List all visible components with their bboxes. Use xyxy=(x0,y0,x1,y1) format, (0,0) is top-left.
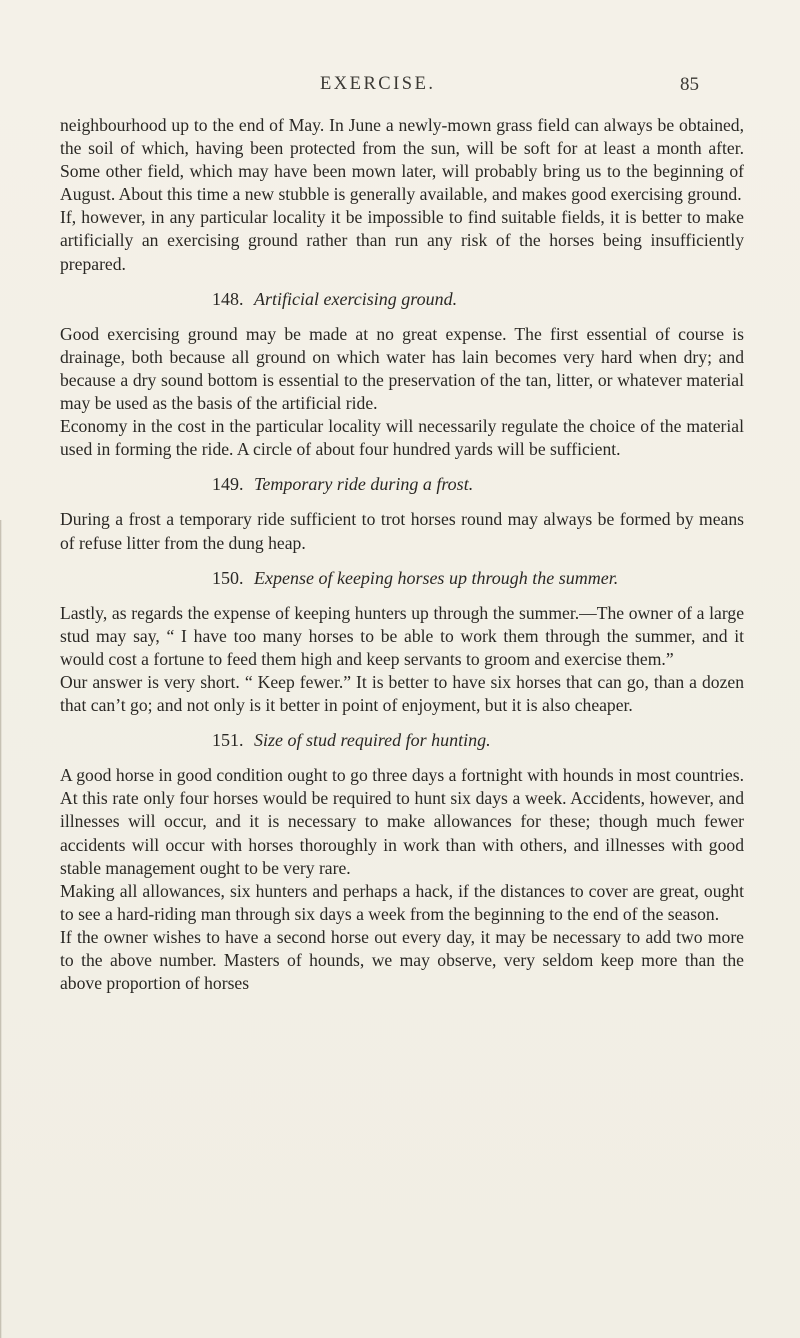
section-number: 150. xyxy=(212,567,244,588)
paragraph: If, however, in any particular locality it be impossible to find suitable fields, it is better to make artificially an exercising ground rather than run any risk of the horses being insufficiently prepared. xyxy=(60,207,744,274)
section-title: Artificial exercising ground. xyxy=(254,288,458,309)
paragraph: A good horse in good condition ought to go three days a fortnight with hounds in most countries. At this rate only four horses would be required to hunt six days a week. Accidents, however, and illnesses will occur, and it is necessary to make allowances for these; though much fewer accidents will occur with horses thoroughly in work than with others, and illnesses with good stable management ought to be very rare. xyxy=(60,765,744,878)
page-body xyxy=(60,114,744,995)
paragraph: Good exercising ground may be made at no great expense. The first essential of course is drainage, both because all ground on which water has lain becomes very hard when dry; and because a dry sound bottom is essential to the preservation of the tan, litter, or whatever material may be used as the basis of the artificial ride. xyxy=(60,323,744,414)
section-heading-150 xyxy=(60,567,744,590)
page-edge-shadow xyxy=(0,520,2,1338)
section-heading-151 xyxy=(60,729,744,752)
paragraph: Our answer is very short. “ Keep fewer.” It is better to have six horses that can go, than a dozen that can’t go; and not only is it better in point of enjoyment, but it is also cheaper. xyxy=(60,671,744,716)
section-number: 148. xyxy=(212,288,244,309)
section-title: Temporary ride during a frost. xyxy=(254,474,474,495)
section-title: Expense of keeping horses up through the summer. xyxy=(254,567,619,588)
page-header xyxy=(0,74,800,100)
section-number: 149. xyxy=(212,474,244,495)
section-heading-149 xyxy=(60,473,744,496)
paragraph: Lastly, as regards the expense of keeping hunters up through the summer.—The owner of a large stud may say, “ I have too many horses to be able to work them through the summer, and it would cost a fortune to feed them high and keep servants to groom and exercise them.” xyxy=(60,602,744,669)
paragraph: Making all allowances, six hunters and perhaps a hack, if the distances to cover are great, ought to see a hard-riding man through six days a week from the beginning to the end of the season. xyxy=(60,880,744,924)
paragraph: neighbourhood up to the end of May. In June a newly-mown grass field can always be obtained, the soil of which, having been protected from the sun, will be soft for at least a month after. Some other field, which may have been mown later, will probably bring us to the beginning of August. About this time a new stubble is generally available, and makes good exercising ground. xyxy=(60,115,744,205)
running-head: EXERCISE. xyxy=(320,74,436,94)
paragraph: If the owner wishes to have a second horse out every day, it may be necessary to add two more to the above number. Masters of hounds, we may observe, very seldom keep more than the above proportion of horses xyxy=(60,926,744,994)
paragraph: Economy in the cost in the particular locality will necessarily regulate the choice of the material used in forming the ride. A circle of about four hundred yards will be sufficient. xyxy=(60,416,744,460)
section-title: Size of stud required for hunting. xyxy=(254,730,491,751)
page-number: 85 xyxy=(680,74,699,95)
paragraph: During a frost a temporary ride sufficient to trot horses round may always be formed by means of refuse litter from the dung heap. xyxy=(60,509,744,553)
section-heading-148 xyxy=(60,288,744,311)
section-number: 151. xyxy=(212,730,244,751)
